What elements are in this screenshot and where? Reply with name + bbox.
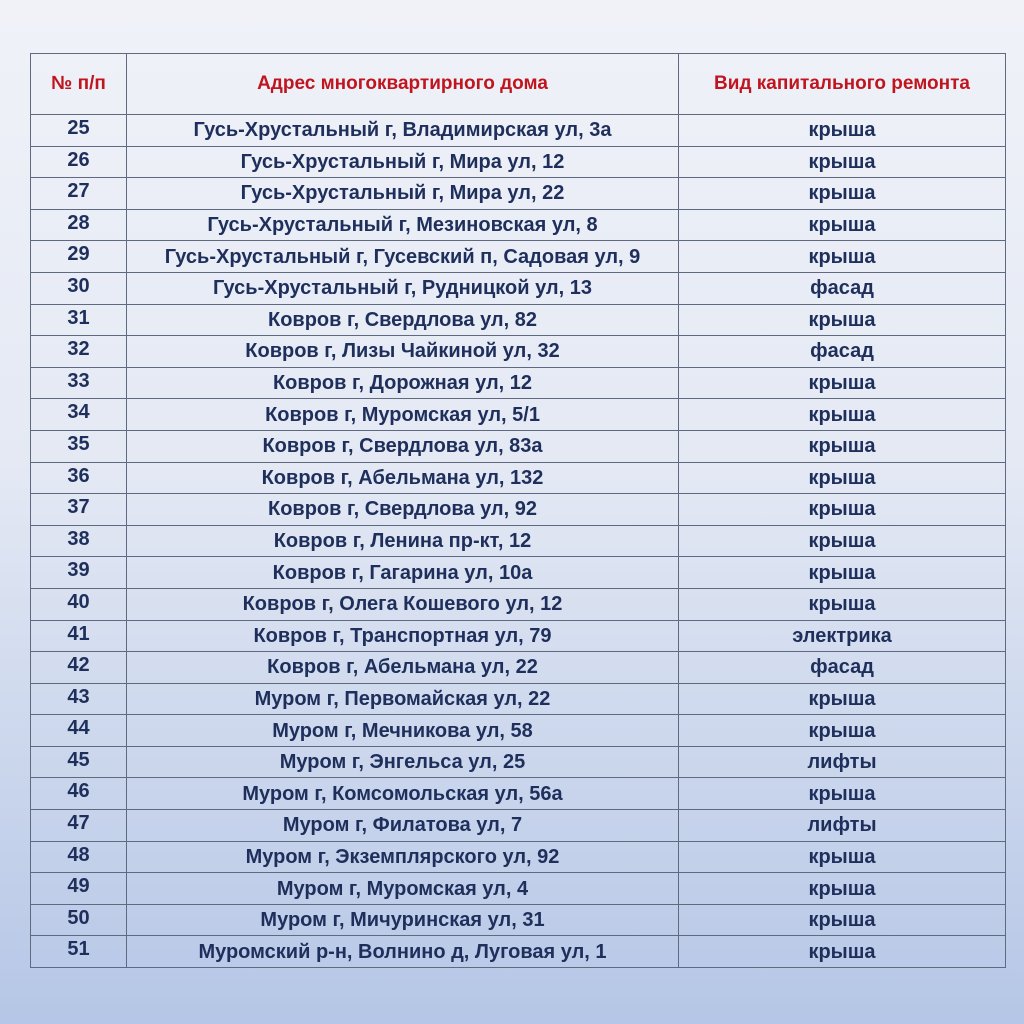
row-number-cell: 45 bbox=[31, 746, 127, 778]
address-cell: Ковров г, Ленина пр-кт, 12 bbox=[127, 525, 679, 557]
row-number-cell: 34 bbox=[31, 399, 127, 431]
table-row bbox=[31, 494, 1006, 526]
row-number-cell: 50 bbox=[31, 904, 127, 936]
repair-type-cell: крыша bbox=[679, 304, 1006, 336]
row-number-cell: 36 bbox=[31, 462, 127, 494]
row-number-cell: 32 bbox=[31, 336, 127, 368]
address-cell: Гусь-Хрустальный г, Мира ул, 22 bbox=[127, 178, 679, 210]
repair-type-cell: крыша bbox=[679, 683, 1006, 715]
row-number-cell: 28 bbox=[31, 209, 127, 241]
row-number-cell: 44 bbox=[31, 715, 127, 747]
table-row bbox=[31, 272, 1006, 304]
repair-type-cell: крыша bbox=[679, 936, 1006, 968]
table-row bbox=[31, 367, 1006, 399]
repair-type-cell: крыша bbox=[679, 778, 1006, 810]
table-row bbox=[31, 399, 1006, 431]
table-row bbox=[31, 209, 1006, 241]
repair-type-cell: крыша bbox=[679, 115, 1006, 147]
repair-type-cell: фасад bbox=[679, 272, 1006, 304]
header-number: № п/п bbox=[31, 54, 127, 115]
repair-type-cell: крыша bbox=[679, 178, 1006, 210]
repair-type-cell: крыша bbox=[679, 209, 1006, 241]
repair-type-cell: крыша bbox=[679, 430, 1006, 462]
row-number-cell: 51 bbox=[31, 936, 127, 968]
table-row bbox=[31, 652, 1006, 684]
address-cell: Гусь-Хрустальный г, Мира ул, 12 bbox=[127, 146, 679, 178]
table-row bbox=[31, 841, 1006, 873]
row-number-cell: 38 bbox=[31, 525, 127, 557]
table-row bbox=[31, 241, 1006, 273]
repair-type-cell: крыша bbox=[679, 146, 1006, 178]
table-row bbox=[31, 430, 1006, 462]
table-row bbox=[31, 304, 1006, 336]
table-row bbox=[31, 904, 1006, 936]
repair-type-cell: фасад bbox=[679, 652, 1006, 684]
row-number-cell: 31 bbox=[31, 304, 127, 336]
repair-type-cell: лифты bbox=[679, 810, 1006, 842]
address-cell: Ковров г, Муромская ул, 5/1 bbox=[127, 399, 679, 431]
repair-type-cell: крыша bbox=[679, 904, 1006, 936]
repair-type-cell: крыша bbox=[679, 588, 1006, 620]
table-row bbox=[31, 462, 1006, 494]
row-number-cell: 26 bbox=[31, 146, 127, 178]
address-cell: Муром г, Экземплярского ул, 92 bbox=[127, 841, 679, 873]
table-header-row bbox=[31, 54, 1006, 115]
address-cell: Ковров г, Олега Кошевого ул, 12 bbox=[127, 588, 679, 620]
table-row bbox=[31, 620, 1006, 652]
address-cell: Гусь-Хрустальный г, Владимирская ул, 3а bbox=[127, 115, 679, 147]
row-number-cell: 48 bbox=[31, 841, 127, 873]
address-cell: Муром г, Филатова ул, 7 bbox=[127, 810, 679, 842]
repair-type-cell: крыша bbox=[679, 841, 1006, 873]
address-cell: Ковров г, Свердлова ул, 83а bbox=[127, 430, 679, 462]
table-body bbox=[31, 115, 1006, 968]
table-row bbox=[31, 557, 1006, 589]
repair-type-cell: крыша bbox=[679, 399, 1006, 431]
table-row bbox=[31, 146, 1006, 178]
table-row bbox=[31, 873, 1006, 905]
repair-type-cell: крыша bbox=[679, 462, 1006, 494]
header-address: Адрес многоквартирного дома bbox=[127, 54, 679, 115]
row-number-cell: 46 bbox=[31, 778, 127, 810]
address-cell: Гусь-Хрустальный г, Гусевский п, Садовая ул, 9 bbox=[127, 241, 679, 273]
address-cell: Муром г, Первомайская ул, 22 bbox=[127, 683, 679, 715]
row-number-cell: 42 bbox=[31, 652, 127, 684]
repair-type-cell: крыша bbox=[679, 525, 1006, 557]
repair-type-cell: лифты bbox=[679, 746, 1006, 778]
row-number-cell: 40 bbox=[31, 588, 127, 620]
row-number-cell: 35 bbox=[31, 430, 127, 462]
row-number-cell: 41 bbox=[31, 620, 127, 652]
row-number-cell: 30 bbox=[31, 272, 127, 304]
address-cell: Гусь-Хрустальный г, Мезиновская ул, 8 bbox=[127, 209, 679, 241]
row-number-cell: 43 bbox=[31, 683, 127, 715]
address-cell: Ковров г, Транспортная ул, 79 bbox=[127, 620, 679, 652]
row-number-cell: 33 bbox=[31, 367, 127, 399]
repair-type-cell: крыша bbox=[679, 557, 1006, 589]
address-cell: Муром г, Мечникова ул, 58 bbox=[127, 715, 679, 747]
table-row bbox=[31, 778, 1006, 810]
address-cell: Ковров г, Свердлова ул, 82 bbox=[127, 304, 679, 336]
address-cell: Ковров г, Гагарина ул, 10а bbox=[127, 557, 679, 589]
row-number-cell: 25 bbox=[31, 115, 127, 147]
address-cell: Муром г, Комсомольская ул, 56а bbox=[127, 778, 679, 810]
row-number-cell: 37 bbox=[31, 494, 127, 526]
address-cell: Ковров г, Абельмана ул, 22 bbox=[127, 652, 679, 684]
table-row bbox=[31, 936, 1006, 968]
table-row bbox=[31, 715, 1006, 747]
table-row bbox=[31, 810, 1006, 842]
address-cell: Гусь-Хрустальный г, Рудницкой ул, 13 bbox=[127, 272, 679, 304]
repair-type-cell: крыша bbox=[679, 241, 1006, 273]
row-number-cell: 39 bbox=[31, 557, 127, 589]
address-cell: Муромский р-н, Волнино д, Луговая ул, 1 bbox=[127, 936, 679, 968]
table-row bbox=[31, 588, 1006, 620]
table-row bbox=[31, 746, 1006, 778]
repair-type-cell: фасад bbox=[679, 336, 1006, 368]
table-row bbox=[31, 525, 1006, 557]
row-number-cell: 49 bbox=[31, 873, 127, 905]
address-cell: Ковров г, Дорожная ул, 12 bbox=[127, 367, 679, 399]
repair-type-cell: крыша bbox=[679, 494, 1006, 526]
row-number-cell: 29 bbox=[31, 241, 127, 273]
address-cell: Муром г, Энгельса ул, 25 bbox=[127, 746, 679, 778]
table-row bbox=[31, 115, 1006, 147]
row-number-cell: 47 bbox=[31, 810, 127, 842]
repair-type-cell: крыша bbox=[679, 873, 1006, 905]
address-cell: Ковров г, Абельмана ул, 132 bbox=[127, 462, 679, 494]
repair-type-cell: крыша bbox=[679, 715, 1006, 747]
table-row bbox=[31, 178, 1006, 210]
header-repair-type: Вид капитального ремонта bbox=[679, 54, 1006, 115]
capital-repair-table-container bbox=[30, 53, 1005, 968]
address-cell: Ковров г, Лизы Чайкиной ул, 32 bbox=[127, 336, 679, 368]
table-row bbox=[31, 683, 1006, 715]
address-cell: Ковров г, Свердлова ул, 92 bbox=[127, 494, 679, 526]
repair-type-cell: электрика bbox=[679, 620, 1006, 652]
capital-repair-table bbox=[30, 53, 1006, 968]
repair-type-cell: крыша bbox=[679, 367, 1006, 399]
address-cell: Муром г, Муромская ул, 4 bbox=[127, 873, 679, 905]
address-cell: Муром г, Мичуринская ул, 31 bbox=[127, 904, 679, 936]
table-row bbox=[31, 336, 1006, 368]
row-number-cell: 27 bbox=[31, 178, 127, 210]
